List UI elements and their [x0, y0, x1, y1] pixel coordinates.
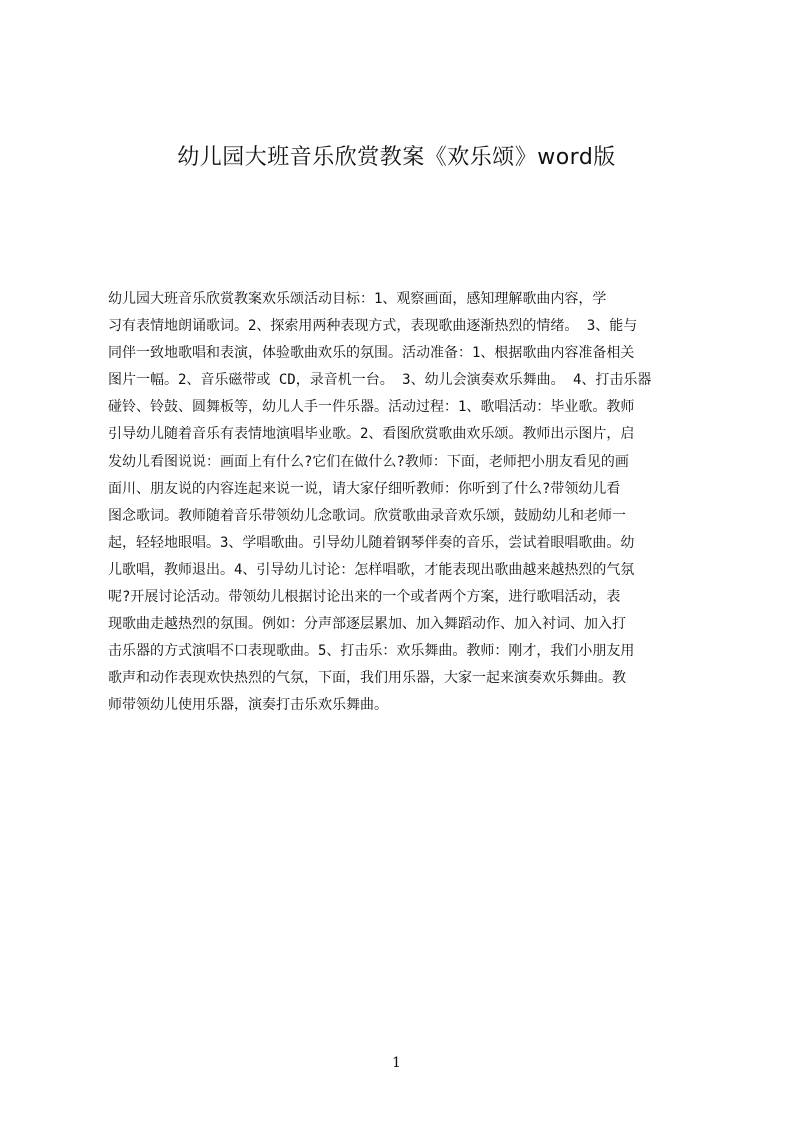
document-body: [108, 286, 698, 720]
body-line: 习有表情地朗诵歌词。2、探索用两种表现方式，表现歌曲逐渐热烈的情绪。 3、能与: [108, 318, 638, 335]
body-line: 面川、朋友说的内容连起来说一说，请大家仔细听教师：你听到了什么?带领幼儿看: [108, 480, 621, 497]
body-line: 发幼儿看图说说：画面上有什么?它们在做什么?教师：下面，老师把小朋友看见的画: [108, 453, 629, 470]
body-line: 现歌曲走越热烈的氛围。例如：分声部逐层累加、加入舞蹈动作、加入衬词、加入打: [108, 616, 626, 633]
body-line: 击乐器的方式演唱不口表现歌曲。5、打击乐：欢乐舞曲。教师：刚才，我们小朋友用: [108, 643, 635, 660]
body-line: 同伴一致地歌唱和表演，体验歌曲欢乐的氛围。活动准备：1、根据歌曲内容准备相关: [108, 345, 635, 362]
body-line: 师带领幼儿使用乐器，演奏打击乐欢乐舞曲。: [108, 697, 388, 714]
body-line: 引导幼儿随着音乐有表情地演唱毕业歌。2、看图欣赏歌曲欢乐颂。教师出示图片，启: [108, 426, 635, 443]
document-title: 幼儿园大班音乐欣赏教案《欢乐颂》word版: [177, 145, 616, 170]
page-number: 1: [392, 1055, 401, 1071]
body-line: 碰铃、铃鼓、圆舞板等，幼儿人手一件乐器。活动过程：1、歌唱活动：毕业歌。教师: [108, 399, 635, 416]
body-line: 呢?开展讨论活动。带领幼儿根据讨论出来的一个或者两个方案，进行歌唱活动，表: [108, 589, 621, 606]
body-line: 儿歌唱，教师退出。4、引导幼儿讨论：怎样唱歌，才能表现出歌曲越来越热烈的气氛: [108, 561, 635, 578]
body-line: 歌声和动作表现欢快热烈的气氛，下面，我们用乐器，大家一起来演奏欢乐舞曲。教: [108, 670, 626, 687]
body-line: 起，轻轻地眼唱。3、学唱歌曲。引导幼儿随着钢琴伴奏的音乐，尝试着眼唱歌曲。幼: [108, 534, 635, 551]
body-line: 图念歌词。教师随着音乐带领幼儿念歌词。欣赏歌曲录音欢乐颂，鼓励幼儿和老师一: [108, 507, 626, 524]
body-line: 图片一幅。2、音乐磁带或 CD，录音机一台。 3、幼儿会演奏欢乐舞曲。 4、打击乐器: [108, 372, 652, 389]
body-line: 幼儿园大班音乐欣赏教案欢乐颂活动目标：1、观察画面，感知理解歌曲内容，学: [108, 291, 607, 307]
